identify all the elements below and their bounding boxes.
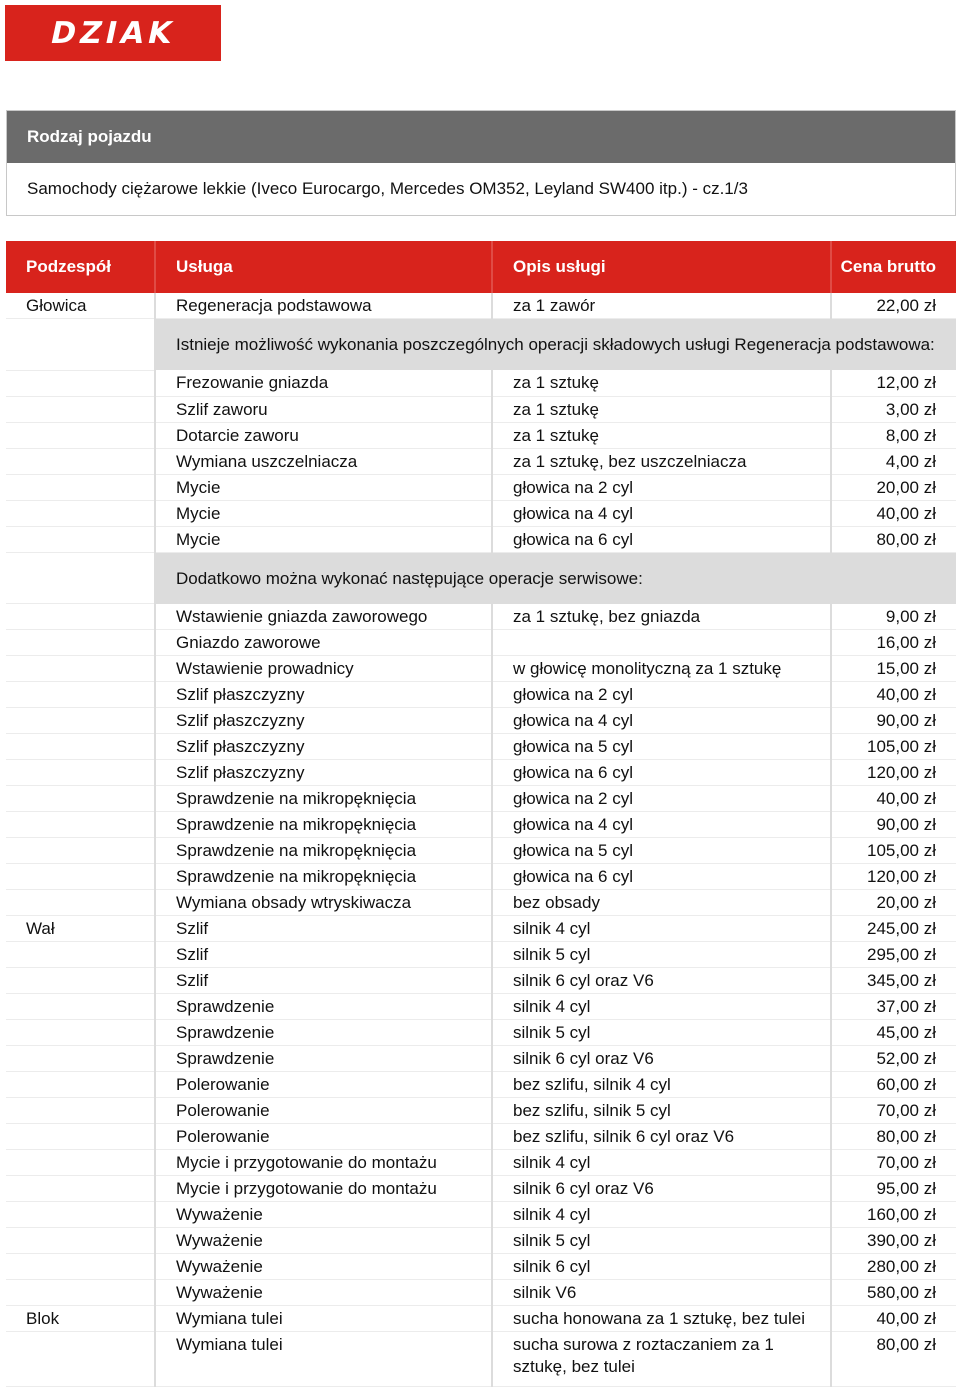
description-cell: za 1 sztukę: [492, 370, 831, 396]
price-cell: 40,00 zł: [831, 500, 956, 526]
vehicle-type-header: Rodzaj pojazdu: [7, 111, 955, 163]
service-cell: Dotarcie zaworu: [155, 422, 492, 448]
description-cell: silnik 4 cyl: [492, 1150, 831, 1176]
service-cell: Polerowanie: [155, 1072, 492, 1098]
component-cell: [6, 1150, 155, 1176]
table-row: [6, 1020, 956, 1046]
component-cell: [6, 370, 155, 396]
service-cell: Wymiana tulei: [155, 1332, 492, 1387]
price-cell: 80,00 zł: [831, 1124, 956, 1150]
component-cell: [6, 890, 155, 916]
component-cell: [6, 1176, 155, 1202]
table-row: [6, 916, 956, 942]
price-cell: 52,00 zł: [831, 1046, 956, 1072]
component-cell: [6, 1098, 155, 1124]
price-cell: 4,00 zł: [831, 448, 956, 474]
service-cell: Sprawdzenie na mikropęknięcia: [155, 838, 492, 864]
dziak-logo: [5, 5, 221, 61]
price-cell: 120,00 zł: [831, 864, 956, 890]
description-cell: głowica na 6 cyl: [492, 760, 831, 786]
service-cell: Mycie i przygotowanie do montażu: [155, 1150, 492, 1176]
table-row: [6, 500, 956, 526]
price-cell: 20,00 zł: [831, 474, 956, 500]
table-row: [6, 656, 956, 682]
description-cell: głowica na 2 cyl: [492, 682, 831, 708]
service-cell: Szlif: [155, 916, 492, 942]
price-cell: 3,00 zł: [831, 396, 956, 422]
component-cell: [6, 682, 155, 708]
description-cell: głowica na 6 cyl: [492, 864, 831, 890]
description-cell: głowica na 5 cyl: [492, 838, 831, 864]
price-cell: 105,00 zł: [831, 838, 956, 864]
component-cell: [6, 1332, 155, 1387]
header-service: Usługa: [155, 241, 492, 293]
note-text: Istnieje możliwość wykonania poszczególnych operacji składowych usługi Regeneracja podstawowa:: [155, 319, 956, 371]
price-cell: 37,00 zł: [831, 994, 956, 1020]
description-cell: silnik 5 cyl: [492, 1228, 831, 1254]
service-cell: Gniazdo zaworowe: [155, 630, 492, 656]
description-cell: silnik V6: [492, 1280, 831, 1306]
component-cell: Wał: [6, 916, 155, 942]
price-cell: 20,00 zł: [831, 890, 956, 916]
price-cell: 80,00 zł: [831, 526, 956, 552]
description-cell: silnik 6 cyl oraz V6: [492, 1176, 831, 1202]
component-cell: [6, 1254, 155, 1280]
description-cell: głowica na 4 cyl: [492, 708, 831, 734]
component-cell: [6, 1228, 155, 1254]
service-cell: Polerowanie: [155, 1124, 492, 1150]
service-cell: Sprawdzenie na mikropęknięcia: [155, 864, 492, 890]
description-cell: silnik 4 cyl: [492, 916, 831, 942]
table-row: [6, 1150, 956, 1176]
component-cell: [6, 1280, 155, 1306]
vehicle-type-value: Samochody ciężarowe lekkie (Iveco Eurocargo, Mercedes OM352, Leyland SW400 itp.) - cz.1/3: [7, 163, 955, 215]
header-description: Opis usługi: [492, 241, 831, 293]
description-cell: bez obsady: [492, 890, 831, 916]
table-row: [6, 682, 956, 708]
table-row: [6, 293, 956, 319]
description-cell: silnik 5 cyl: [492, 942, 831, 968]
component-cell: [6, 630, 155, 656]
table-row: [6, 448, 956, 474]
table-row: [6, 890, 956, 916]
component-cell: [6, 734, 155, 760]
component-cell: [6, 760, 155, 786]
table-row: [6, 1202, 956, 1228]
table-row: [6, 1072, 956, 1098]
price-cell: 12,00 zł: [831, 370, 956, 396]
service-cell: Sprawdzenie: [155, 1020, 492, 1046]
description-cell: głowica na 6 cyl: [492, 526, 831, 552]
table-row: [6, 1306, 956, 1332]
service-cell: Mycie: [155, 500, 492, 526]
price-cell: 22,00 zł: [831, 293, 956, 319]
description-cell: bez szlifu, silnik 6 cyl oraz V6: [492, 1124, 831, 1150]
price-cell: 90,00 zł: [831, 708, 956, 734]
price-cell: 60,00 zł: [831, 1072, 956, 1098]
service-cell: Wyważenie: [155, 1202, 492, 1228]
description-cell: bez szlifu, silnik 5 cyl: [492, 1098, 831, 1124]
service-cell: Mycie i przygotowanie do montażu: [155, 1176, 492, 1202]
table-row: [6, 786, 956, 812]
description-cell: za 1 sztukę, bez uszczelniacza: [492, 448, 831, 474]
price-cell: 70,00 zł: [831, 1150, 956, 1176]
service-cell: Szlif płaszczyzny: [155, 734, 492, 760]
description-cell: głowica na 2 cyl: [492, 474, 831, 500]
service-cell: Szlif zaworu: [155, 396, 492, 422]
description-cell: za 1 zawór: [492, 293, 831, 319]
service-cell: Mycie: [155, 526, 492, 552]
component-cell: [6, 1124, 155, 1150]
service-cell: Wstawienie gniazda zaworowego: [155, 604, 492, 630]
price-cell: 15,00 zł: [831, 656, 956, 682]
service-cell: Wyważenie: [155, 1254, 492, 1280]
price-cell: 40,00 zł: [831, 786, 956, 812]
table-row: [6, 1254, 956, 1280]
price-cell: 80,00 zł: [831, 1332, 956, 1387]
table-row: [6, 370, 956, 396]
description-cell: silnik 6 cyl oraz V6: [492, 968, 831, 994]
price-cell: 295,00 zł: [831, 942, 956, 968]
service-cell: Wymiana tulei: [155, 1306, 492, 1332]
table-row: [6, 864, 956, 890]
description-cell: w głowicę monolityczną za 1 sztukę: [492, 656, 831, 682]
description-cell: za 1 sztukę: [492, 422, 831, 448]
table-row: [6, 1280, 956, 1306]
note-row: [6, 319, 956, 371]
table-row: [6, 1176, 956, 1202]
component-cell: [6, 422, 155, 448]
table-row: [6, 994, 956, 1020]
price-cell: 40,00 zł: [831, 1306, 956, 1332]
price-cell: 45,00 zł: [831, 1020, 956, 1046]
price-cell: 345,00 zł: [831, 968, 956, 994]
table-row: [6, 1228, 956, 1254]
component-cell: [6, 838, 155, 864]
description-cell: głowica na 2 cyl: [492, 786, 831, 812]
table-row: [6, 812, 956, 838]
table-row: [6, 474, 956, 500]
table-row: [6, 1098, 956, 1124]
price-cell: 16,00 zł: [831, 630, 956, 656]
component-cell: [6, 786, 155, 812]
component-cell: Blok: [6, 1306, 155, 1332]
component-cell: [6, 1020, 155, 1046]
component-cell: [6, 656, 155, 682]
description-cell: silnik 6 cyl oraz V6: [492, 1046, 831, 1072]
table-body: [6, 293, 956, 1387]
component-cell: [6, 942, 155, 968]
service-cell: Regeneracja podstawowa: [155, 293, 492, 319]
component-cell: [6, 448, 155, 474]
description-cell: [492, 630, 831, 656]
component-cell: Głowica: [6, 293, 155, 319]
description-cell: silnik 4 cyl: [492, 994, 831, 1020]
component-cell: [6, 864, 155, 890]
description-cell: sucha honowana za 1 sztukę, bez tulei: [492, 1306, 831, 1332]
service-cell: Wymiana uszczelniacza: [155, 448, 492, 474]
table-row: [6, 942, 956, 968]
service-cell: Szlif: [155, 968, 492, 994]
service-cell: Sprawdzenie: [155, 994, 492, 1020]
service-cell: Sprawdzenie: [155, 1046, 492, 1072]
component-cell: [6, 396, 155, 422]
table-row: [6, 708, 956, 734]
price-cell: 245,00 zł: [831, 916, 956, 942]
description-cell: bez szlifu, silnik 4 cyl: [492, 1072, 831, 1098]
description-cell: głowica na 4 cyl: [492, 500, 831, 526]
table-row: [6, 760, 956, 786]
description-cell: głowica na 4 cyl: [492, 812, 831, 838]
description-cell: za 1 sztukę: [492, 396, 831, 422]
table-row: [6, 838, 956, 864]
price-cell: 95,00 zł: [831, 1176, 956, 1202]
note-row: [6, 552, 956, 604]
service-cell: Frezowanie gniazda: [155, 370, 492, 396]
service-cell: Polerowanie: [155, 1098, 492, 1124]
table-row: [6, 734, 956, 760]
component-cell: [6, 526, 155, 552]
description-cell: silnik 4 cyl: [492, 1202, 831, 1228]
price-cell: 70,00 zł: [831, 1098, 956, 1124]
table-row: [6, 1332, 956, 1387]
price-cell: 9,00 zł: [831, 604, 956, 630]
header-component: Podzespół: [6, 241, 155, 293]
component-cell: [6, 500, 155, 526]
service-cell: Szlif płaszczyzny: [155, 760, 492, 786]
price-cell: 580,00 zł: [831, 1280, 956, 1306]
service-cell: Mycie: [155, 474, 492, 500]
table-row: [6, 396, 956, 422]
price-cell: 390,00 zł: [831, 1228, 956, 1254]
price-table: [6, 241, 956, 1387]
description-cell: za 1 sztukę, bez gniazda: [492, 604, 831, 630]
service-cell: Szlif płaszczyzny: [155, 682, 492, 708]
service-cell: Wstawienie prowadnicy: [155, 656, 492, 682]
component-cell: [6, 1202, 155, 1228]
component-cell: [6, 968, 155, 994]
service-cell: Szlif: [155, 942, 492, 968]
price-cell: 8,00 zł: [831, 422, 956, 448]
description-cell: silnik 5 cyl: [492, 1020, 831, 1046]
description-cell: silnik 6 cyl: [492, 1254, 831, 1280]
price-cell: 120,00 zł: [831, 760, 956, 786]
component-cell: [6, 474, 155, 500]
service-cell: Wyważenie: [155, 1280, 492, 1306]
price-cell: 280,00 zł: [831, 1254, 956, 1280]
table-row: [6, 604, 956, 630]
component-cell: [6, 1072, 155, 1098]
price-cell: 105,00 zł: [831, 734, 956, 760]
table-row: [6, 1124, 956, 1150]
component-cell: [6, 1046, 155, 1072]
description-cell: głowica na 5 cyl: [492, 734, 831, 760]
table-row: [6, 1046, 956, 1072]
component-cell: [6, 708, 155, 734]
table-row: [6, 526, 956, 552]
header-price: Cena brutto: [831, 241, 956, 293]
description-cell: sucha surowa z roztaczaniem za 1 sztukę, bez tulei: [492, 1332, 831, 1387]
table-row: [6, 422, 956, 448]
service-cell: Wyważenie: [155, 1228, 492, 1254]
logo-text: DZIAK: [47, 15, 179, 51]
component-cell: [6, 812, 155, 838]
table-header-row: [6, 241, 956, 293]
table-row: [6, 630, 956, 656]
service-cell: Wymiana obsady wtryskiwacza: [155, 890, 492, 916]
note-text: Dodatkowo można wykonać następujące operacje serwisowe:: [155, 552, 956, 604]
price-cell: 160,00 zł: [831, 1202, 956, 1228]
service-cell: Szlif płaszczyzny: [155, 708, 492, 734]
service-cell: Sprawdzenie na mikropęknięcia: [155, 786, 492, 812]
table-row: [6, 968, 956, 994]
component-cell: [6, 994, 155, 1020]
service-cell: Sprawdzenie na mikropęknięcia: [155, 812, 492, 838]
price-cell: 90,00 zł: [831, 812, 956, 838]
vehicle-type-box: [6, 110, 956, 216]
price-cell: 40,00 zł: [831, 682, 956, 708]
component-cell: [6, 604, 155, 630]
